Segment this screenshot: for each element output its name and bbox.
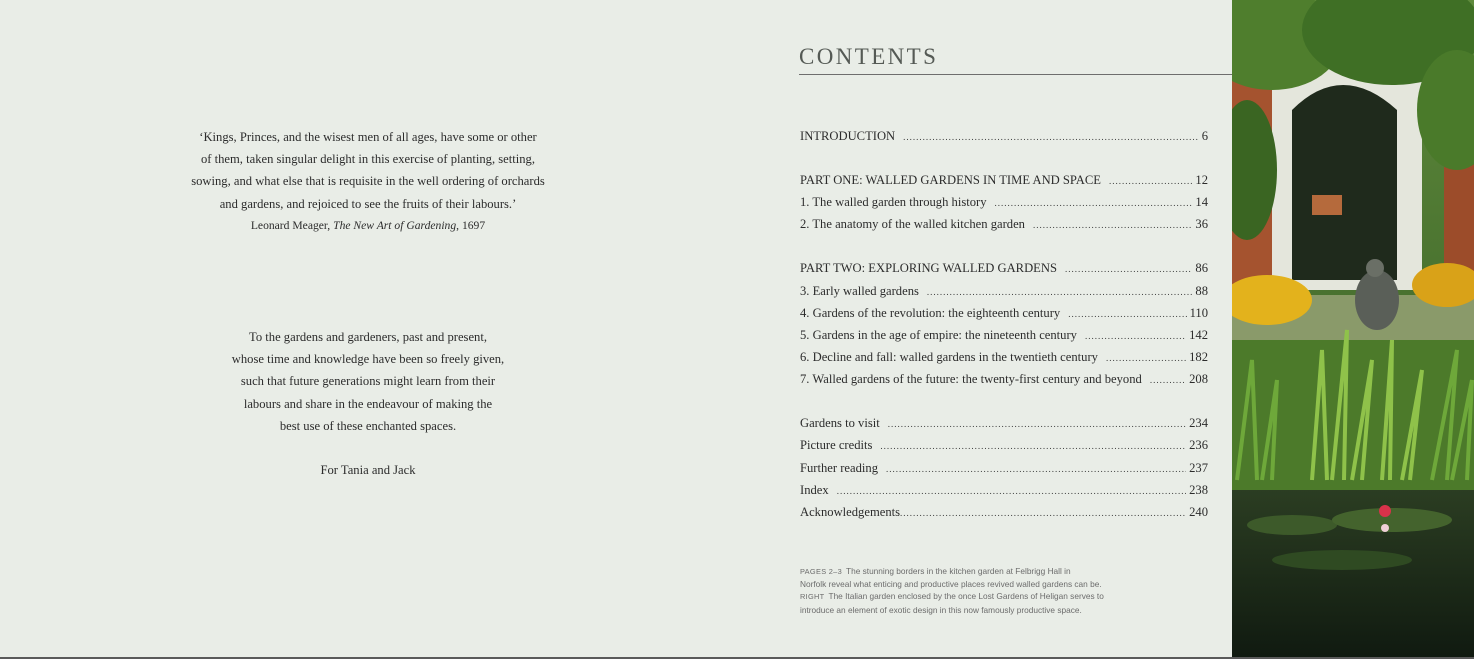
toc-leader-dots (1106, 353, 1186, 363)
epigraph-book-title: The New Art of Gardening (333, 218, 457, 232)
epigraph-author: Leonard Meager, (250, 218, 331, 232)
toc-entry-page: 12 (1195, 173, 1208, 187)
toc-leader-dots (1085, 331, 1186, 341)
toc-entry-label: PART TWO: EXPLORING WALLED GARDENS (800, 261, 1057, 275)
toc-entry-label: 1. The walled garden through history (800, 195, 987, 209)
epigraph-year: , 1697 (456, 218, 486, 232)
toc-entry-label: Further reading (800, 461, 878, 475)
lily-pads (1332, 508, 1452, 532)
toc-entry-page: 86 (1195, 261, 1208, 275)
toc-leader-dots (903, 132, 1199, 142)
toc-entry-label: 6. Decline and fall: walled gardens in the twentieth century (800, 350, 1098, 364)
toc-leader-dots (888, 419, 1186, 429)
toc-entry-chapter-2[interactable] (800, 217, 1208, 232)
dedication-line: best use of these enchanted spaces. (279, 418, 457, 433)
alcove-shadow (1292, 85, 1397, 280)
toc-entry-label: Index (800, 483, 829, 497)
toc-leader-dots (927, 287, 1193, 297)
toc-entry-acknowledgements[interactable] (800, 505, 1208, 520)
toc-leader-dots (1033, 220, 1192, 230)
garden-photo-image (1232, 0, 1474, 657)
caption-text: The stunning borders in the kitchen garden at Felbrigg Hall in (846, 566, 1071, 576)
epigraph-quote (168, 126, 568, 237)
contents-title: CONTENTS (799, 44, 939, 69)
toc-entry-page: 236 (1189, 438, 1208, 452)
plaque (1312, 195, 1342, 215)
toc-entry-index[interactable] (800, 483, 1208, 498)
garden-photo (1232, 0, 1474, 657)
epigraph-line: ‘Kings, Princes, and the wisest men of all ages, have some or other (199, 130, 537, 144)
toc-entry-page: 6 (1201, 129, 1208, 143)
dedication-line: labours and share in the endeavour of making the (243, 396, 493, 411)
water-lily-flower (1379, 505, 1391, 517)
epigraph-attribution (168, 215, 568, 237)
toc-entry-label: Acknowledgements (800, 505, 901, 519)
toc-entry-chapter-6[interactable] (800, 350, 1208, 365)
toc-entry-picture-credits[interactable] (800, 438, 1208, 453)
toc-entry-label: 2. The anatomy of the walled kitchen garden (800, 217, 1025, 231)
lily-pads (1247, 515, 1337, 535)
caption-line (800, 590, 1140, 603)
dedication-line: such that future generations might learn from their (240, 374, 496, 389)
toc-leader-dots (886, 464, 1186, 474)
toc-entry-chapter-7[interactable] (800, 372, 1208, 387)
toc-entry-gardens-to-visit[interactable] (800, 416, 1208, 431)
toc-entry-page: 182 (1189, 350, 1208, 364)
toc-entry-chapter-1[interactable] (800, 195, 1208, 210)
title-rule (799, 74, 1232, 75)
toc-entry-further-reading[interactable] (800, 461, 1208, 476)
photo-caption (800, 565, 1140, 616)
dedication-line: whose time and knowledge have been so freely given, (231, 352, 505, 367)
caption-key: PAGES 2–3 (800, 567, 843, 576)
toc-entry-label: 7. Walled gardens of the future: the twenty-first century and beyond (800, 372, 1142, 386)
caption-line (800, 565, 1140, 578)
toc-entry-page: 240 (1189, 505, 1208, 519)
epigraph-line: sowing, and what else that is requisite in the well ordering of orchards (191, 174, 545, 189)
toc-entry-label: INTRODUCTION (800, 129, 896, 143)
epigraph-line: of them, taken singular delight in this exercise of planting, setting, (200, 152, 535, 167)
toc-entry-introduction[interactable] (800, 129, 1208, 144)
water-lily-flower (1381, 524, 1389, 532)
dedication-for-line: For Tania and Jack (320, 463, 416, 478)
toc-entry-page: 142 (1189, 328, 1208, 342)
toc-entry-label: 4. Gardens of the revolution: the eighteenth century (800, 306, 1061, 320)
toc-entry-chapter-5[interactable] (800, 328, 1208, 343)
dedication-line: To the gardens and gardeners, past and present, (249, 330, 487, 344)
toc-entry-label: 5. Gardens in the age of empire: the nineteenth century (800, 328, 1077, 342)
toc-entry-label: PART ONE: WALLED GARDENS IN TIME AND SPACE (800, 173, 1101, 187)
toc-leader-dots (995, 198, 1193, 208)
toc-entry-label: 3. Early walled gardens (800, 284, 919, 298)
dedication (168, 326, 568, 481)
toc-entry-page: 208 (1189, 372, 1208, 386)
caption-text: The Italian garden enclosed by the once Lost Gardens of Heligan serves to (828, 591, 1104, 602)
toc-entry-part-two[interactable] (800, 261, 1208, 276)
toc-entry-page: 237 (1189, 461, 1208, 475)
toc-entry-page: 238 (1189, 483, 1208, 497)
toc-entry-chapter-4[interactable] (800, 306, 1208, 321)
toc-entry-page: 110 (1189, 306, 1208, 320)
toc-entry-page: 14 (1195, 195, 1208, 209)
toc-entry-label: Picture credits (800, 438, 873, 452)
toc-leader-dots (1150, 375, 1186, 385)
toc-leader-dots (900, 508, 1186, 518)
toc-entry-part-one[interactable] (800, 173, 1208, 188)
toc-entry-label: Gardens to visit (800, 416, 880, 430)
toc-entry-chapter-3[interactable] (800, 284, 1208, 299)
toc-entry-page: 234 (1189, 416, 1208, 430)
toc-entry-page: 36 (1195, 217, 1208, 231)
toc-leader-dots (1065, 264, 1192, 274)
toc-leader-dots (837, 486, 1186, 496)
caption-line: introduce an element of exotic design in this now famously productive space. (800, 604, 1082, 615)
lily-pads (1272, 550, 1412, 570)
toc-entry-page: 88 (1195, 284, 1208, 298)
caption-line: Norfolk reveal what enticing and productive places revived walled gardens can be. (800, 579, 1102, 590)
epigraph-line: and gardens, and rejoiced to see the fruits of their labours.’ (219, 196, 517, 211)
toc-leader-dots (1109, 176, 1192, 186)
cherub-statue (1355, 270, 1399, 330)
caption-key: RIGHT (800, 592, 825, 602)
cherub-head (1366, 259, 1384, 277)
toc-leader-dots (880, 441, 1186, 451)
toc-leader-dots (1068, 309, 1186, 319)
